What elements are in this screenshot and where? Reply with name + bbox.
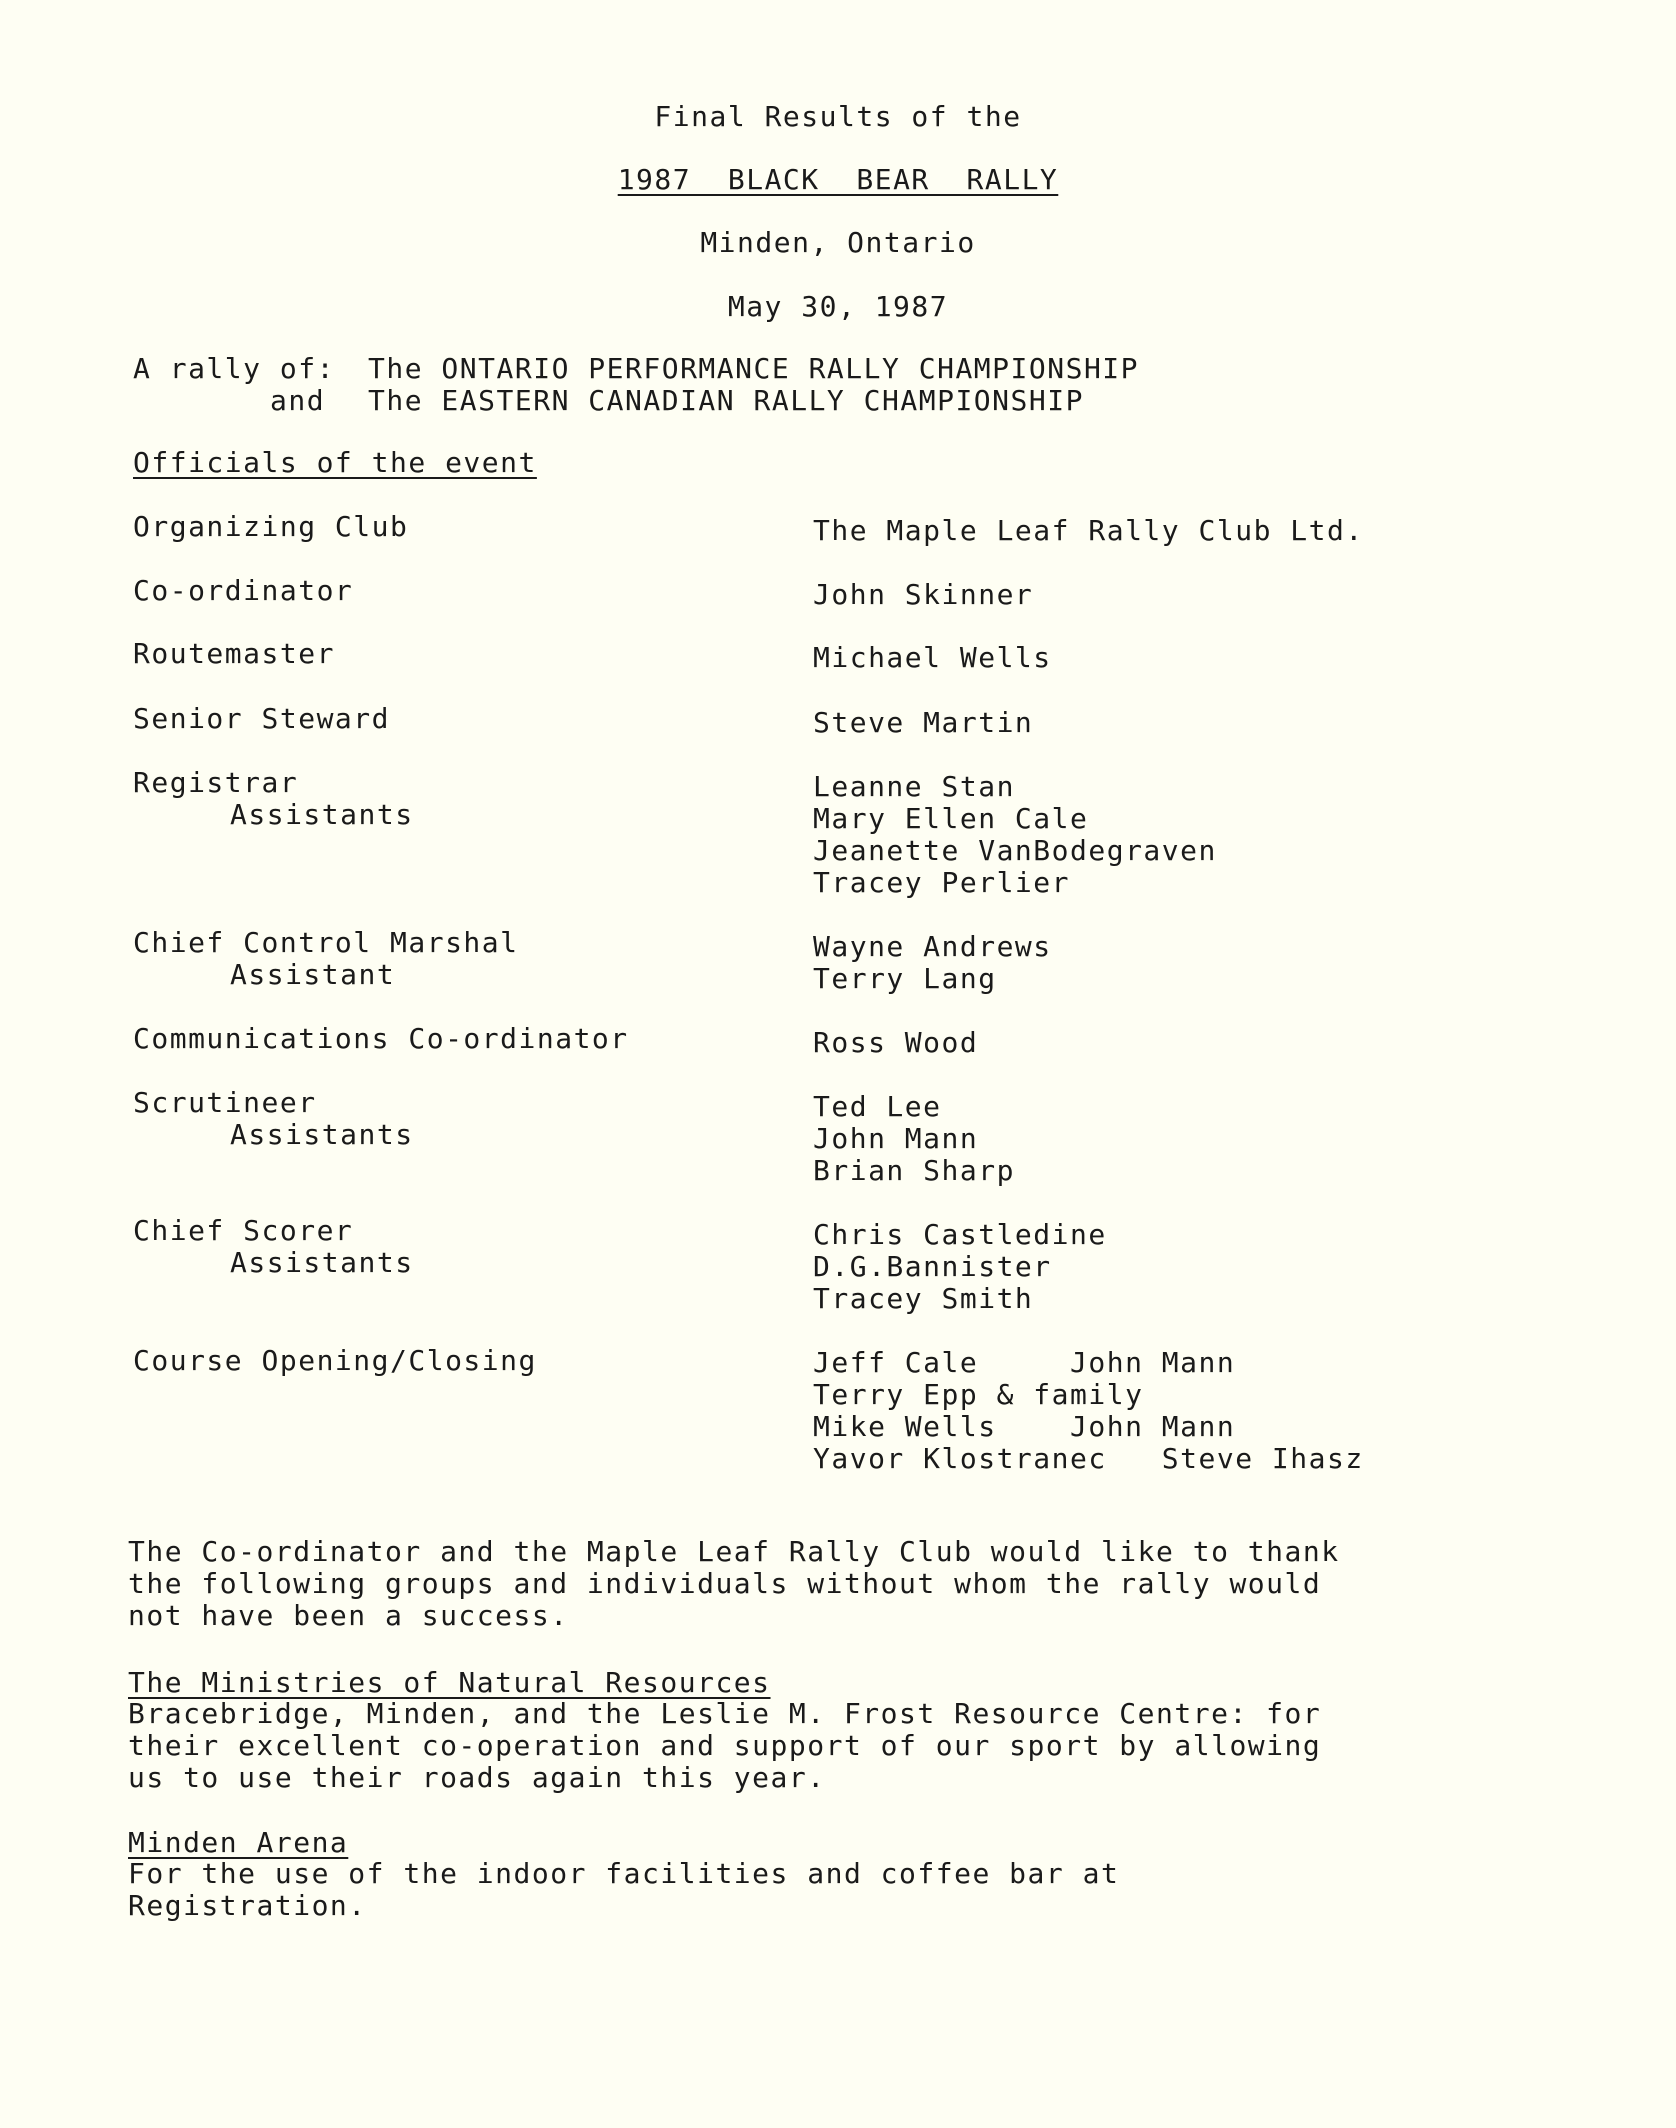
championship-1: The ONTARIO PERFORMANCE RALLY CHAMPIONSHIP — [368, 352, 1140, 385]
name-senior-steward: Steve Martin — [813, 706, 1034, 739]
subrole-scrutineer-assistants: Assistants — [230, 1118, 414, 1151]
thanks-line-2: the following groups and individuals without whom the rally would — [128, 1567, 1322, 1600]
name-course-line-1: Jeff Cale John Mann — [813, 1346, 1236, 1379]
header-line-1: Final Results of the — [654, 100, 1022, 133]
name-organizing-club: The Maple Leaf Rally Club Ltd. — [813, 514, 1364, 547]
arena-paragraph — [128, 1858, 1458, 1922]
ministries-heading: The Ministries of Natural Resources — [128, 1666, 771, 1699]
arena-line-2: Registration. — [128, 1889, 367, 1922]
role-course-opening-closing: Course Opening/Closing — [133, 1344, 537, 1377]
name-course-line-3: Mike Wells John Mann — [813, 1410, 1236, 1443]
role-senior-steward: Senior Steward — [133, 702, 391, 735]
name-coordinator: John Skinner — [813, 578, 1034, 611]
name-course-line-2: Terry Epp & family — [813, 1378, 1144, 1411]
championship-2: The EASTERN CANADIAN RALLY CHAMPIONSHIP — [368, 384, 1084, 417]
name-marshal-assistant: Terry Lang — [813, 962, 997, 995]
rally-of-and: and — [270, 384, 326, 417]
subrole-marshal-assistant: Assistant — [230, 958, 396, 991]
subrole-scorer-assistants: Assistants — [230, 1246, 414, 1279]
role-routemaster: Routemaster — [133, 637, 335, 670]
ministries-paragraph — [128, 1698, 1458, 1794]
name-scorer-assistant-1: D.G.Bannister — [813, 1250, 1052, 1283]
name-routemaster: Michael Wells — [813, 641, 1052, 674]
ministries-line-3: us to use their roads again this year. — [128, 1761, 826, 1794]
arena-line-1: For the use of the indoor facilities and coffee bar at — [128, 1857, 1120, 1890]
subrole-registrar-assistants: Assistants — [230, 798, 414, 831]
thanks-paragraph — [128, 1536, 1458, 1632]
name-course-line-4: Yavor Klostranec Steve Ihasz — [813, 1442, 1364, 1475]
role-coordinator: Co-ordinator — [133, 574, 354, 607]
name-communications-coordinator: Ross Wood — [813, 1026, 979, 1059]
name-scorer-assistant-2: Tracey Smith — [813, 1282, 1034, 1315]
thanks-line-3: not have been a success. — [128, 1599, 569, 1632]
name-chief-scorer: Chris Castledine — [813, 1218, 1107, 1251]
name-chief-control-marshal: Wayne Andrews — [813, 930, 1052, 963]
rally-title: 1987 BLACK BEAR RALLY — [617, 163, 1059, 196]
role-registrar: Registrar — [133, 766, 299, 799]
role-chief-control-marshal: Chief Control Marshal — [133, 926, 519, 959]
ministries-line-2: their excellent co-operation and support of our sport by allowing — [128, 1729, 1322, 1762]
role-scrutineer: Scrutineer — [133, 1086, 317, 1119]
ministries-line-1: Bracebridge, Minden, and the Leslie M. Frost Resource Centre: for — [128, 1697, 1322, 1730]
rally-of-prefix: A rally of: — [133, 352, 335, 385]
location: Minden, Ontario — [700, 226, 976, 259]
role-communications-coordinator: Communications Co-ordinator — [133, 1022, 629, 1055]
role-chief-scorer: Chief Scorer — [133, 1214, 354, 1247]
name-registrar-assistant-3: Tracey Perlier — [813, 866, 1071, 899]
role-organizing-club: Organizing Club — [133, 510, 409, 543]
name-scrutineer-assistant-2: Brian Sharp — [813, 1154, 1015, 1187]
name-scrutineer: Ted Lee — [813, 1090, 942, 1123]
name-scrutineer-assistant-1: John Mann — [813, 1122, 979, 1155]
name-registrar-assistant-1: Mary Ellen Cale — [813, 802, 1089, 835]
arena-heading: Minden Arena — [128, 1826, 349, 1859]
officials-heading: Officials of the event — [133, 446, 537, 479]
name-registrar: Leanne Stan — [813, 770, 1015, 803]
thanks-line-1: The Co-ordinator and the Maple Leaf Rally Club would like to thank — [128, 1535, 1340, 1568]
name-registrar-assistant-2: Jeanette VanBodegraven — [813, 834, 1217, 867]
event-date: May 30, 1987 — [727, 290, 949, 323]
